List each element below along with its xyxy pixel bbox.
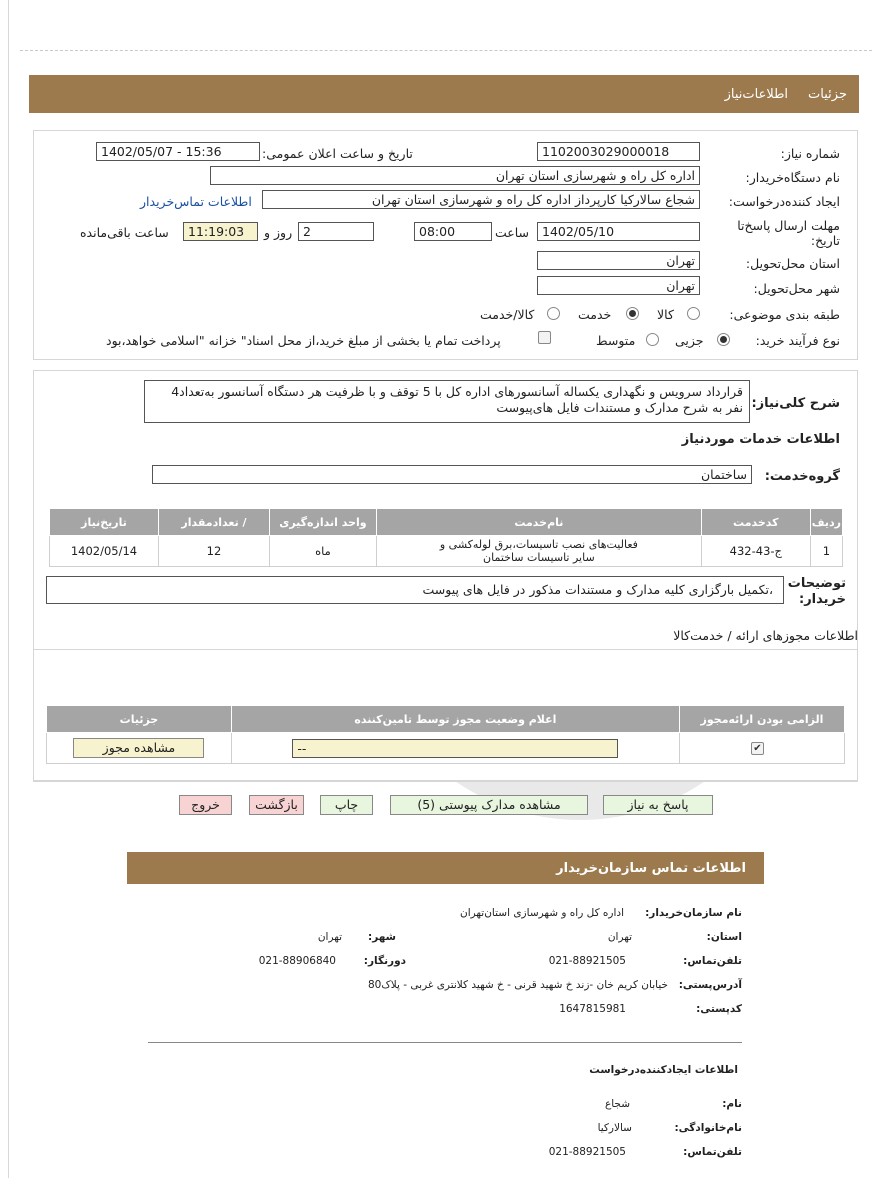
- category-radio-service[interactable]: [626, 307, 639, 320]
- family-label: نام‌خانوادگی:: [674, 1122, 742, 1134]
- status-field[interactable]: --: [292, 739, 618, 758]
- category-radio-goods[interactable]: [687, 307, 700, 320]
- view-documents-button[interactable]: مشاهده مدارک پیوستی (5): [390, 795, 588, 815]
- view-permit-button[interactable]: مشاهده مجوز: [73, 738, 204, 758]
- col-row: ردیف: [810, 509, 842, 536]
- process-option-minor: جزیی: [675, 333, 704, 348]
- category-radio-goods-service[interactable]: [547, 307, 560, 320]
- group-label: گروه‌خدمت:: [764, 469, 840, 484]
- col-unit: واحد اندازه‌گیری: [269, 509, 376, 536]
- col-status: اعلام وضعیت مجوز توسط تامین‌کننده: [231, 706, 679, 733]
- process-option-medium: متوسط: [596, 333, 636, 348]
- cell-unit: ماه: [269, 536, 376, 567]
- back-button[interactable]: بازگشت: [249, 795, 304, 815]
- services-table-header: [50, 509, 843, 536]
- payment-text: پرداخت تمام یا بخشی از مبلغ خرید،از محل اسناد" خزانه "اسلامی خواهد،بود: [106, 333, 501, 348]
- page-left-border: [8, 0, 9, 1178]
- exit-button[interactable]: خروج: [179, 795, 232, 815]
- contact-province-label: استان:: [706, 931, 742, 943]
- col-qty: / تعدادمقدار: [159, 509, 270, 536]
- process-label: نوع فرآیند خرید:: [755, 333, 840, 348]
- phone-label: تلفن‌تماس:: [683, 955, 742, 967]
- remaining-time-field: 11:19:03: [183, 222, 258, 241]
- deadline-time-field: 08:00: [414, 222, 492, 241]
- page-header: [29, 75, 859, 113]
- category-option-service: خدمت: [578, 307, 612, 322]
- deadline-date-field: 1402/05/10: [537, 222, 700, 241]
- need-number-label: شماره نیاز:: [780, 146, 840, 161]
- table-row: [50, 536, 843, 567]
- province-field: تهران: [537, 251, 700, 270]
- permits-title: اطلاعات مجوزهای ارائه / خدمت‌کالا: [673, 628, 858, 643]
- phone-value: 021-88921505: [548, 955, 626, 967]
- address-value: خیابان کریم خان -زند خ شهید قرنی - خ شهید کلانتری غربی - پلاک80: [367, 979, 668, 991]
- days-field: 2: [298, 222, 374, 241]
- process-radio-medium[interactable]: [646, 333, 659, 346]
- buyer-field: اداره کل راه و شهرسازی استان تهران: [210, 166, 700, 185]
- buyer-label: نام دستگاه‌خریدار:: [745, 170, 840, 185]
- permits-table-header: [47, 706, 845, 733]
- details-cell: [47, 733, 232, 764]
- cell-qty: 12: [159, 536, 270, 567]
- description-label: شرح کلی‌نیاز:: [751, 396, 840, 411]
- cell-name: فعالیت‌های نصب تاسیسات،برق لوله‌کشی و سایر تاسیسات ساختمان: [376, 536, 701, 567]
- description-field: قرارداد سرویس و نگهداری یکساله آسانسورهای اداره کل با 5 توقف و با ظرفیت هر دستگاه آسانسور به‌تعداد4 نفر به شرح مدارک و مستندات فایل های‌پیوست: [144, 380, 750, 423]
- cell-code: ج-43-432: [701, 536, 810, 567]
- creator-info-title: اطلاعات ایجادکننده‌درخواست: [589, 1064, 738, 1076]
- creator-phone-label: تلفن‌تماس:: [683, 1146, 742, 1158]
- table-row: [47, 733, 845, 764]
- reply-button[interactable]: پاسخ به نیاز: [603, 795, 713, 815]
- announce-field: 1402/05/07 - 15:36: [96, 142, 260, 161]
- postal-value: 1647815981: [559, 1003, 626, 1015]
- required-cell: [679, 733, 844, 764]
- day-label: روز و: [264, 225, 293, 240]
- need-number-field: 1102003029000018: [537, 142, 700, 161]
- print-button[interactable]: چاپ: [320, 795, 373, 815]
- tab-details[interactable]: جزئیات: [808, 86, 847, 102]
- family-value: سالارکیا: [597, 1122, 632, 1134]
- contact-province-value: تهران: [607, 931, 632, 943]
- col-name: نام‌خدمت: [376, 509, 701, 536]
- province-label: استان محل‌تحویل:: [745, 256, 840, 271]
- category-label: طبقه بندی موضوعی:: [729, 307, 840, 322]
- city-field: تهران: [537, 276, 700, 295]
- col-code: کدخدمت: [701, 509, 810, 536]
- col-details: جزئیات: [47, 706, 232, 733]
- cell-row: 1: [810, 536, 842, 567]
- cell-date: 1402/05/14: [50, 536, 159, 567]
- services-table: [49, 508, 843, 567]
- creator-field: شجاع سالارکیا کارپرداز اداره کل راه و شهرسازی استان تهران: [262, 190, 700, 209]
- category-option-goods: کالا: [657, 307, 674, 322]
- buyer-notes-label: توضیحات خریدار:: [787, 576, 846, 607]
- postal-label: کدپستی:: [696, 1003, 742, 1015]
- contact-city-label: شهر:: [368, 931, 396, 943]
- permits-table: [46, 705, 845, 764]
- announce-label: تاریخ و ساعت اعلان عمومی:: [262, 146, 413, 161]
- contact-divider: [148, 1042, 742, 1043]
- deadline-label: مهلت ارسال پاسخ‌تا تاریخ:: [737, 218, 840, 248]
- contact-header: اطلاعات تماس سازمان‌خریدار: [127, 852, 764, 884]
- name-label: نام:: [722, 1098, 742, 1110]
- required-checkbox[interactable]: ✔: [751, 742, 764, 755]
- buyer-notes-field: ،تکمیل بارگزاری کلیه مدارک و مستندات مذکور در فایل های پیوست: [46, 576, 784, 604]
- process-radio-minor[interactable]: [717, 333, 730, 346]
- tab-need-info[interactable]: اطلاعات‌نیاز: [724, 86, 789, 102]
- col-required: الزامی بودن ارائه‌مجوز: [679, 706, 844, 733]
- status-cell: [231, 733, 679, 764]
- city-label: شهر محل‌تحویل:: [753, 281, 840, 296]
- payment-checkbox[interactable]: [538, 331, 551, 344]
- services-title: اطلاعات خدمات موردنیاز: [681, 432, 840, 447]
- creator-label: ایجاد کننده‌درخواست:: [728, 194, 840, 209]
- group-field: ساختمان: [152, 465, 752, 484]
- remaining-label: ساعت باقی‌مانده: [80, 225, 169, 240]
- time-label: ساعت: [495, 225, 530, 240]
- name-value: شجاع: [604, 1098, 630, 1110]
- fax-value: 021-88906840: [258, 955, 336, 967]
- category-option-goods-service: کالا/خدمت: [480, 307, 535, 322]
- buyer-contact-link[interactable]: اطلاعات تماس‌خریدار: [140, 194, 252, 209]
- org-value: اداره کل راه و شهرسازی استان‌تهران: [460, 907, 624, 919]
- top-divider: [20, 50, 872, 51]
- col-date: تاریخ‌نیاز: [50, 509, 159, 536]
- org-label: نام سازمان‌خریدار:: [645, 907, 742, 919]
- fax-label: دورنگار:: [363, 955, 406, 967]
- contact-city-value: تهران: [317, 931, 342, 943]
- address-label: آدرس‌پستی:: [678, 979, 742, 991]
- creator-phone-value: 021-88921505: [548, 1146, 626, 1158]
